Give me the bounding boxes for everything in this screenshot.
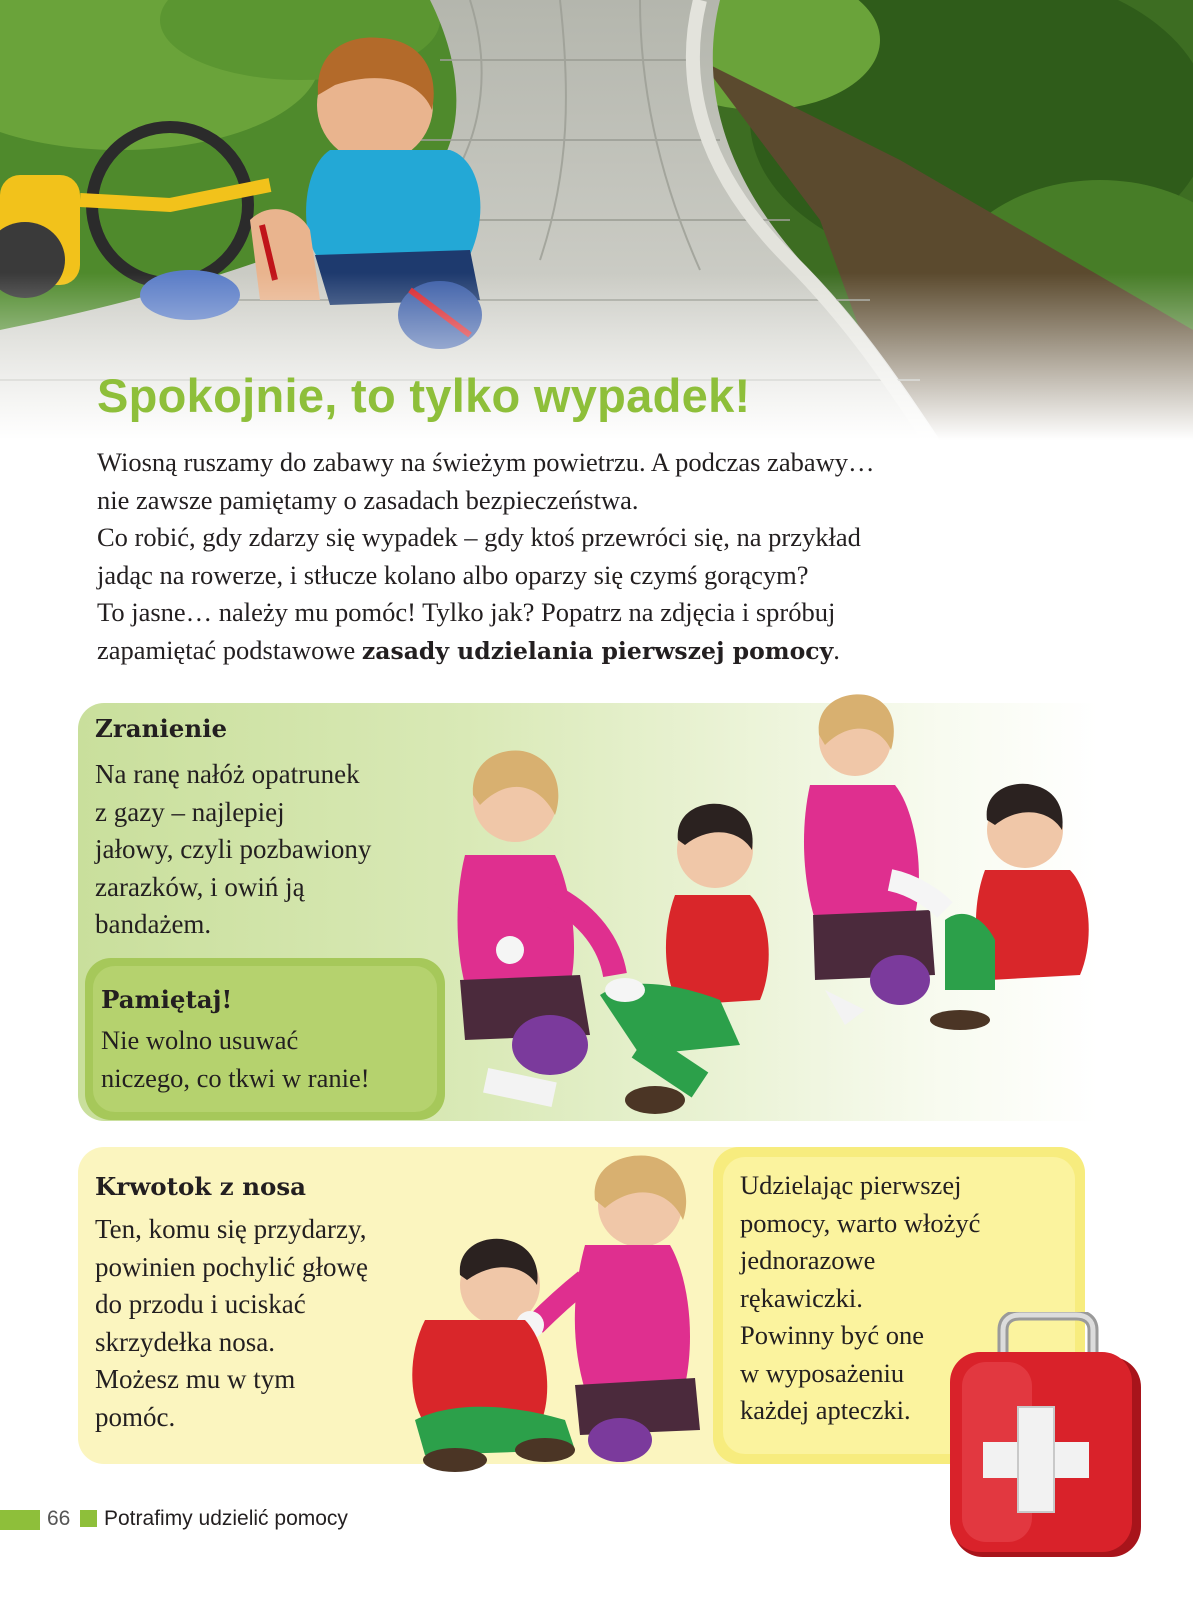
bandaging-photo-2 [795,690,1100,1030]
tip-line: każdej apteczki. [740,1395,911,1425]
gloves-tip-text [740,1167,980,1430]
tip-line: Powinny być one [740,1320,925,1350]
nosebleed-line: do przodu i uciskać [95,1289,306,1319]
wound-instructions [95,756,371,944]
nosebleed-line: skrzydełka nosa. [95,1326,275,1357]
intro-line [97,632,1117,671]
footer-square-marker [80,1510,97,1527]
wound-line: Na ranę nałóż opatrunek [95,759,360,789]
intro-line: nie zawsze pamiętamy o zasadach bezpieczeństwa. [97,484,639,515]
nosebleed-heading: Krwotok z nosa [95,1172,307,1201]
remember-heading: Pamiętaj! [101,985,233,1014]
nosebleed-photo [395,1150,715,1485]
nosebleed-line: Ten, komu się przydarzy, [95,1214,367,1244]
remember-line: Nie wolno usuwać [101,1025,299,1055]
wound-line: bandażem. [95,909,212,939]
tip-line: Udzielając pierwszej [740,1170,962,1200]
bandaging-photo-1 [440,745,800,1120]
tip-line: jednorazowe [740,1245,876,1275]
wound-line: zarazków, i owiń ją [95,871,305,902]
intro-text-span: zapamiętać podstawowe [97,634,362,665]
wound-line: z gazy – najlepiej [95,796,285,827]
intro-line: To jasne… należy mu pomóc! Tylko jak? Popatrz na zdjęcia i spróbuj [97,597,836,627]
intro-text-span: . [833,634,840,665]
first-aid-kit-icon [948,1312,1144,1562]
page-number: 66 [47,1507,71,1530]
nosebleed-line: powinien pochylić głowę [95,1251,368,1282]
wound-line: jałowy, czyli pozbawiony [95,834,372,864]
nosebleed-line: Możesz mu w tym [95,1364,296,1394]
remember-line: niczego, co tkwi w ranie! [101,1062,370,1093]
page-title: Spokojnie, to tylko wypadek! [97,369,751,422]
nosebleed-instructions [95,1211,368,1436]
intro-line: Co robić, gdy zdarzy się wypadek – gdy ktoś przewróci się, na przykład [97,522,861,552]
intro-line: Wiosną ruszamy do zabawy na świeżym powietrzu. A podczas zabawy… [97,447,875,477]
tip-line: w wyposażeniu [740,1357,905,1388]
nosebleed-line: pomóc. [95,1401,176,1432]
tip-line: rękawiczki. [740,1282,863,1313]
footer-accent-bar [0,1510,40,1530]
first-aid-rules-emphasis: zasady udzielania pierwszej pomocy [361,636,834,665]
intro-text [97,444,1117,670]
remember-text [101,1022,370,1097]
intro-line: jadąc na rowerze, i stłucze kolano albo oparzy się czymś gorącym? [97,559,809,590]
tip-line: pomocy, warto włożyć [740,1207,981,1238]
footer-section-title: Potrafimy udzielić pomocy [104,1507,348,1530]
wound-heading: Zranienie [95,714,228,743]
